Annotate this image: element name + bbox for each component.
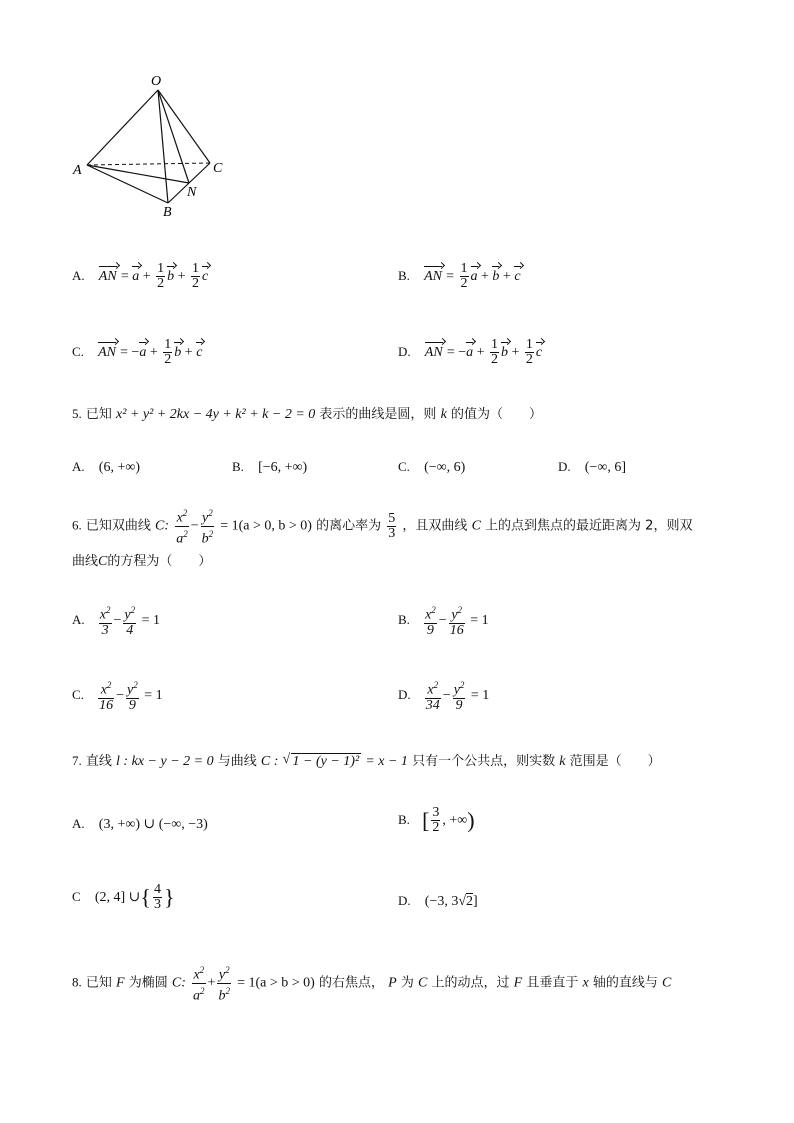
q6-option-c[interactable]: C. $\frac{x^2}{16}$ − $\frac{y^2}{9}$ = 1: [72, 680, 163, 713]
circle-equation: x² + y² + 2kx − 4y + k² + k − 2 = 0: [116, 407, 316, 422]
question-7-stem: 7. 直线 l : kx − y − 2 = 0 与曲线 C : √ 1 − (y − 1)² = x − 1 只有一个公共点，则实数 k 范围是（ ）: [72, 752, 661, 769]
q5-option-c[interactable]: C. (−∞, 6): [398, 459, 466, 475]
tetrahedron-figure: [60, 66, 250, 226]
q4-option-b[interactable]: B. AN = $\frac{1}{2}$ a + b + c: [398, 261, 521, 291]
q7-option-b[interactable]: B. [ $\frac{3}{2}$ , +∞): [398, 805, 475, 835]
q5-option-b[interactable]: B. [−6, +∞): [232, 459, 308, 475]
q5-option-d[interactable]: D. (−∞, 6]: [558, 459, 626, 475]
vertex-label-n: N: [187, 185, 197, 200]
q5-option-a[interactable]: A. (6, +∞): [72, 459, 140, 475]
question-6-stem-line2: 曲线C的方程为（ ）: [72, 554, 212, 569]
vertex-label-o: O: [151, 74, 162, 89]
q7-option-d[interactable]: D. (−3, 3√2]: [398, 893, 478, 909]
vertex-label-c: C: [213, 161, 223, 176]
vector-an: AN: [98, 269, 117, 284]
question-8-stem: 8. 已知 F 为椭圆 C: $\frac{x^2}{a^2}$ + $\frac{y^2}{b^2}$ = 1(a > b > 0) 的右焦点， P 为 C 上的动点，过 F 且垂直于 x 轴的直线与 C: [72, 965, 672, 1004]
q6-option-b[interactable]: B. $\frac{x^2}{9}$ − $\frac{y^2}{16}$ = 1: [398, 605, 489, 638]
q7-option-c[interactable]: C (2, 4] ∪{ $\frac{4}{3}$ }: [72, 882, 175, 912]
q6-option-d[interactable]: D. $\frac{x^2}{34}$ − $\frac{y^2}{9}$ = 1: [398, 680, 490, 713]
q4-option-d[interactable]: D. AN = −a + $\frac{1}{2}$ b + $\frac{1}{2}$ c: [398, 337, 543, 367]
vertex-label-b: B: [163, 205, 172, 220]
question-6-stem: 6. 已知双曲线 C: $\frac{x^2}{a^2}$ − $\frac{y^2}{b^2}$ = 1(a > 0, b > 0) 的离心率为 $\frac{5}{3}$ ，且双曲线 C 上的点到焦点的最近距离为 2，则双: [72, 508, 693, 547]
question-5-stem: 5. 已知 x² + y² + 2kx − 4y + k² + k − 2 = 0 表示的曲线是圆，则 k 的值为（ ）: [72, 406, 542, 422]
q4-option-a[interactable]: A. AN = a + $\frac{1}{2}$ b + $\frac{1}{2}$ c: [72, 261, 209, 291]
q6-option-a[interactable]: A. $\frac{x^2}{3}$ − $\frac{y^2}{4}$ = 1: [72, 605, 161, 638]
q7-option-a[interactable]: A. (3, +∞) ∪ (−∞, −3): [72, 816, 208, 832]
vertex-label-a: A: [73, 163, 82, 178]
q4-option-c[interactable]: C. AN = −a + $\frac{1}{2}$ b + c: [72, 337, 203, 367]
radicand: 1 − (y − 1)²: [292, 754, 360, 769]
